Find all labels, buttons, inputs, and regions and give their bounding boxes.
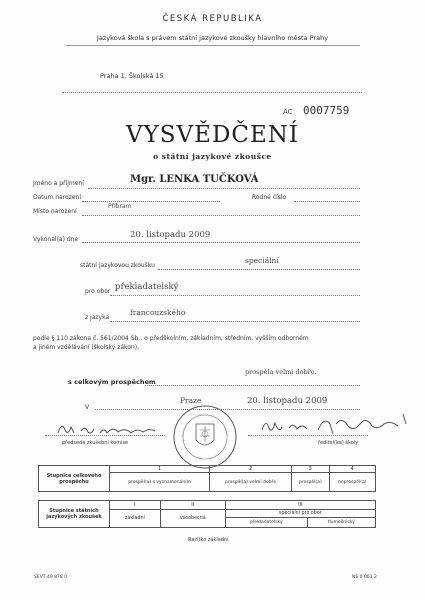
exam-level-header: Stupnice státních jazykových zkoušek bbox=[39, 501, 110, 528]
level-num-2: II bbox=[160, 501, 225, 510]
official-stamp bbox=[172, 404, 238, 470]
place-date: 20. listopadu 2009 bbox=[247, 396, 328, 406]
footer-left: SEVT 49 878 0 bbox=[34, 575, 67, 580]
name-value: Mgr. LENKA TUČKOVÁ bbox=[130, 174, 259, 185]
grade-num-1: 1 bbox=[110, 466, 210, 473]
level-sub-interpreter: tlumočnický bbox=[307, 518, 375, 528]
director-signature bbox=[258, 412, 408, 442]
grade-label-3: prospěl(a) bbox=[292, 473, 330, 492]
grade-num-2: 2 bbox=[210, 466, 292, 473]
field-label: pro obor bbox=[85, 288, 111, 295]
address-dotted-line bbox=[62, 92, 362, 93]
school-address: Praha 1, Školská 15 bbox=[100, 72, 164, 80]
level-num-1: I bbox=[110, 501, 161, 510]
commission-signature-line bbox=[45, 435, 165, 436]
birthnum-label: Rodné číslo bbox=[252, 194, 287, 201]
field-value: překladatelský bbox=[115, 282, 179, 292]
law-text-line2: a jiném vzdělávání (školský zákon), bbox=[33, 344, 140, 351]
footer-right: NS 0 003 2 bbox=[352, 575, 377, 580]
language-value: francouzského bbox=[130, 308, 186, 317]
name-label: Jméno a příjmení bbox=[33, 180, 84, 187]
school-underline bbox=[66, 45, 360, 46]
law-text-line1: podle § 110 zákona č. 561/2004 Sb., o předškolním, základním, středním, vyšším odborném bbox=[33, 335, 309, 342]
certificate-subtitle: o státní jazykové zkoušce bbox=[153, 152, 272, 161]
performed-value: 20. listopadu 2009 bbox=[130, 230, 211, 240]
footer-center: Razítko základní bbox=[188, 537, 229, 543]
commission-label: předseda zkušební komise bbox=[62, 440, 129, 446]
birthnum-dotted-line bbox=[294, 201, 360, 202]
school-name: Jazyková škola s právem státní jazykové zkoušky hlavního města Prahy bbox=[96, 34, 329, 42]
result-value: prospěla velmi dobře. bbox=[245, 368, 317, 376]
level-label-1: základní bbox=[110, 509, 161, 527]
country-heading: ČESKÁ REPUBLIKA bbox=[162, 14, 263, 24]
place-label: Místo narození bbox=[33, 208, 77, 215]
serial-number: 0007759 bbox=[303, 104, 350, 117]
director-label: ředitel(ka) školy bbox=[318, 440, 359, 446]
grade-label-1: prospěl(a) s vyznamenáním bbox=[110, 473, 210, 492]
director-signature-line bbox=[248, 435, 368, 436]
result-label: s celkovým prospěchem bbox=[68, 378, 156, 386]
serial-prefix: AC bbox=[283, 108, 293, 116]
dob-label: Datum narození bbox=[33, 194, 81, 201]
level-label-2: všeobecná bbox=[160, 509, 225, 527]
overall-grade-table bbox=[38, 465, 376, 492]
level-num-3: III bbox=[225, 501, 375, 510]
place-value: Příbram bbox=[108, 203, 132, 210]
exam-dotted-line bbox=[158, 269, 360, 270]
result-dotted-line bbox=[145, 385, 360, 386]
level-label-3: speciální pro obor bbox=[225, 509, 375, 518]
exam-label: státní jazykovou zkoušku bbox=[80, 262, 155, 269]
field-dotted-line bbox=[110, 295, 360, 296]
language-label: z jazyka bbox=[85, 314, 110, 321]
grade-label-2: prospěl(a) velmi dobře bbox=[210, 473, 292, 492]
level-sub-translator: překladatelský bbox=[225, 518, 307, 528]
place-city: Praze bbox=[180, 396, 202, 405]
grade-num-3: 3 bbox=[292, 466, 330, 473]
grade-num-4: 4 bbox=[329, 466, 375, 473]
name-dotted-line bbox=[88, 188, 360, 189]
language-dotted-line bbox=[110, 321, 360, 322]
performed-label: Vykonal(a) dne bbox=[33, 236, 79, 243]
dob-dotted-line bbox=[82, 201, 220, 202]
exam-level-table bbox=[38, 500, 376, 528]
commission-signature bbox=[55, 418, 160, 440]
overall-grade-header: Stupnice celkového prospěchu bbox=[39, 466, 110, 492]
performed-dotted-line bbox=[82, 242, 360, 243]
place-dotted-line bbox=[82, 215, 360, 216]
certificate-title: VYSVĚDČENÍ bbox=[126, 122, 299, 148]
exam-value: speciální bbox=[245, 256, 279, 265]
place-prefix: V bbox=[85, 404, 90, 411]
grade-label-4: neprospěl(a) bbox=[329, 473, 375, 492]
